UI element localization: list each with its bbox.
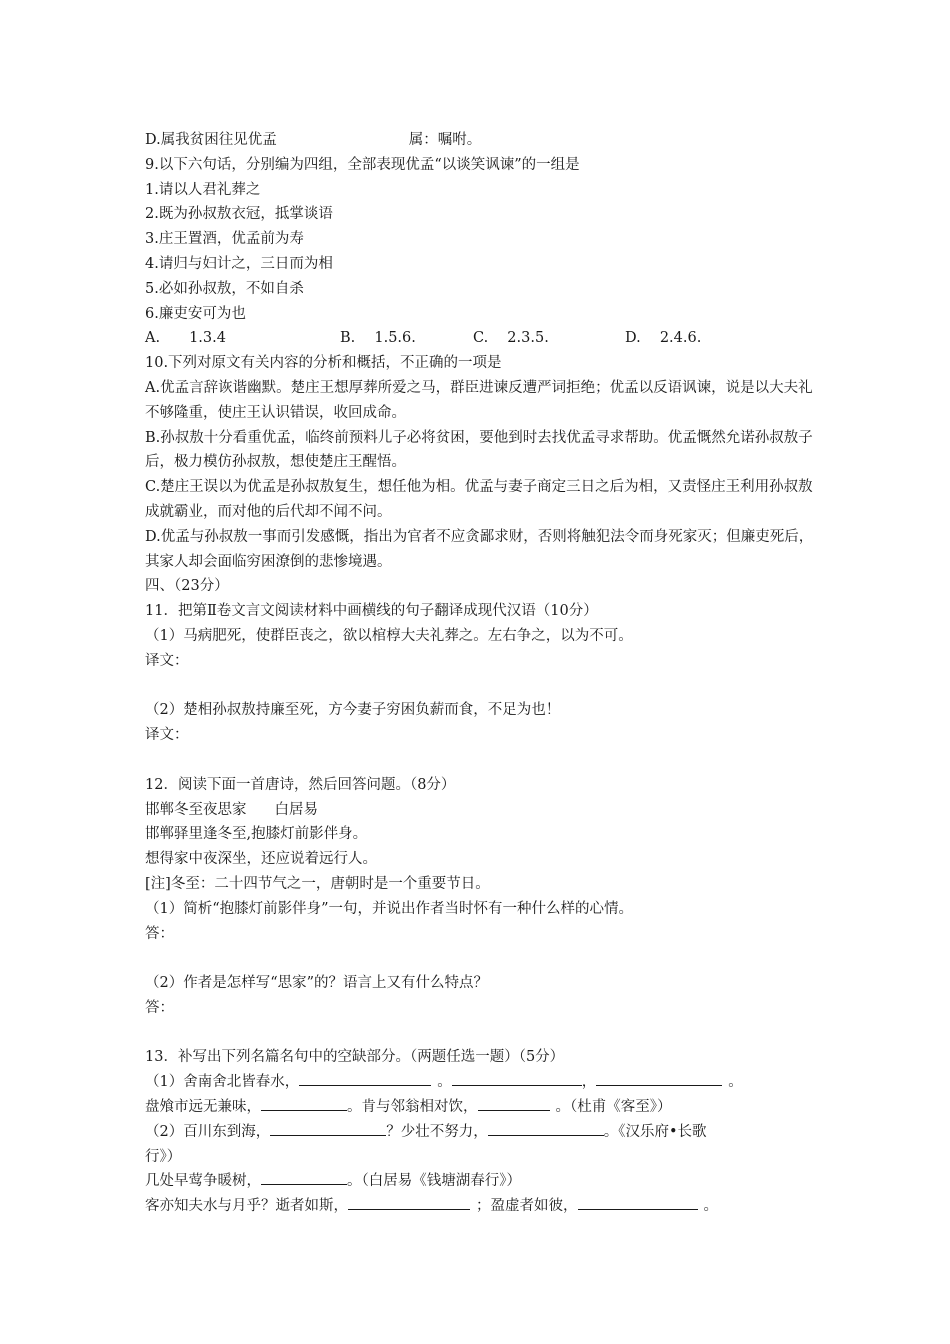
q9-choice-b: B. 1.5.6.	[340, 330, 416, 347]
q13-line3	[145, 1120, 815, 1145]
q12-poem-line: 邯郸驿里逢冬至,抱膝灯前影伴身。	[145, 826, 368, 843]
q10-stem: 10.下列对原文有关内容的分析和概括，不正确的一项是	[145, 355, 502, 372]
q9-choice-c: C. 2.3.5.	[473, 330, 549, 347]
fill-blank[interactable]	[488, 1120, 604, 1136]
answer-space	[145, 1021, 815, 1046]
q12-sub1: （1）简析“抱膝灯前影伴身”一句，并说出作者当时怀有一种什么样的心情。	[145, 900, 634, 917]
section-4-title: 四、（23分）	[145, 578, 229, 595]
q13-line6	[145, 1194, 815, 1219]
q12-answer1-label: 答：	[145, 925, 174, 942]
fill-blank[interactable]	[452, 1070, 582, 1086]
q13-text: ，	[581, 1074, 597, 1091]
fill-blank[interactable]	[261, 1095, 347, 1111]
q13-text: 。肯与邻翁相对饮，	[347, 1099, 478, 1116]
q8-option-d-text: D.属我贫困往见优孟	[145, 132, 277, 148]
q13-text: 。（白居易《钱塘湖春行》）	[347, 1173, 521, 1190]
q9-item: 2.既为孙叔敖衣冠，抵掌谈语	[145, 206, 333, 223]
q10-option-b: B.孙叔敖十分看重优孟，临终前预料儿子必将贫困，要他到时去找优孟寻求帮助。优孟慨然允诺孙叔敖子后，极力模仿孙叔敖，想使楚庄王醒悟。	[145, 429, 813, 471]
q11-sub1: （1）马病肥死，使群臣丧之，欲以棺椁大夫礼葬之。左右争之，以为不可。	[145, 627, 633, 644]
q13-line4: 行》）	[145, 1148, 182, 1165]
q11-answer1-label: 译文：	[145, 652, 189, 669]
q13-text: 盘飧市远无兼味，	[145, 1099, 261, 1116]
q9-item: 6.廉吏安可为也	[145, 305, 246, 322]
answer-space	[145, 946, 815, 971]
q13-text: 几处早莺争暖树，	[145, 1173, 261, 1190]
fill-blank[interactable]	[596, 1070, 722, 1086]
q13-text: 。	[728, 1074, 743, 1091]
q9-choice-d: D. 2.4.6.	[625, 330, 702, 347]
answer-space	[145, 674, 815, 699]
q10-option-d: D.优孟与孙叔敖一事而引发感慨，指出为官者不应贪鄙求财，否则将触犯法令而身死家灭；但廉吏死后，其家人却会面临穷困潦倒的悲惨境遇。	[145, 528, 814, 570]
q8-option-d-gloss: 属：嘱咐。	[408, 132, 482, 148]
q9-item: 1.请以人君礼葬之	[145, 181, 261, 198]
q10-option-c: C.楚庄王误以为优孟是孙叔敖复生，想任他为相。优孟与妻子商定三日之后为相，又责怪庄王利用孙叔敖成就霸业，而对他的后代却不闻不问。	[145, 479, 813, 520]
fill-blank[interactable]	[270, 1120, 386, 1136]
fill-blank[interactable]	[299, 1070, 431, 1086]
q12-poem-heading	[145, 798, 815, 823]
q8-option-d	[145, 128, 815, 153]
q11-stem: 11．把第Ⅱ卷文言文阅读材料中画横线的句子翻译成现代汉语（10分）	[145, 603, 598, 620]
q9-item: 5.必如孙叔敖，不如自杀	[145, 280, 304, 297]
q13-text: ；盈虚者如彼，	[476, 1198, 578, 1215]
q13-text: （1）舍南舍北皆春水，	[145, 1074, 300, 1091]
q13-line1	[145, 1070, 815, 1095]
q12-stem: 12．阅读下面一首唐诗，然后回答问题。（8分）	[145, 776, 456, 793]
q13-text: 。《汉乐府•长歌	[603, 1123, 707, 1140]
q9-item: 3.庄王置酒，优孟前为寿	[145, 231, 304, 248]
q12-sub2: （2）作者是怎样写“思家”的？语言上又有什么特点？	[145, 975, 489, 992]
q11-sub2: （2）楚相孙叔敖持廉至死，方今妻子穷困负薪而食，不足为也！	[145, 702, 561, 719]
fill-blank[interactable]	[578, 1194, 698, 1210]
q13-text: 。（杜甫《客至》）	[555, 1099, 672, 1116]
q13-line5	[145, 1169, 815, 1194]
q13-text: ？少壮不努力，	[386, 1123, 488, 1140]
q12-poem-line: 想得家中夜深坐，还应说着远行人。	[145, 851, 377, 868]
fill-blank[interactable]	[261, 1169, 347, 1185]
q12-poem-title: 邯郸冬至夜思家	[145, 801, 247, 818]
answer-space	[145, 748, 815, 773]
q12-note: [注]冬至：二十四节气之一，唐朝时是一个重要节日。	[145, 875, 490, 892]
q9-choice-a: A. 1.3.4	[145, 330, 226, 347]
q13-line2	[145, 1095, 815, 1120]
q12-poem-author: 白居易	[274, 801, 318, 818]
exam-page	[145, 128, 815, 1219]
q9-stem: 9.以下六句话，分别编为四组，全部表现优孟“以谈笑讽谏”的一组是	[145, 156, 580, 173]
q12-answer2-label: 答：	[145, 999, 174, 1016]
fill-blank[interactable]	[348, 1194, 470, 1210]
fill-blank[interactable]	[478, 1095, 550, 1111]
q10-option-a: A.优孟言辞诙谐幽默。楚庄王想厚葬所爱之马，群臣进谏反遭严词拒绝；优孟以反语讽谏，说是以大夫礼不够隆重，使庄王认识错误，收回成命。	[145, 379, 813, 421]
q9-choices	[145, 326, 815, 351]
q13-stem: 13．补写出下列名篇名句中的空缺部分。（两题任选一题）（5分）	[145, 1049, 565, 1066]
q13-text: （2）百川东到海，	[145, 1123, 271, 1140]
q13-text: 。	[437, 1074, 452, 1091]
q13-text: 客亦知夫水与月乎？逝者如斯，	[145, 1198, 348, 1215]
q11-answer2-label: 译文：	[145, 727, 189, 744]
q13-text: 。	[703, 1198, 718, 1215]
q9-item: 4.请归与妇计之，三日而为相	[145, 255, 333, 272]
